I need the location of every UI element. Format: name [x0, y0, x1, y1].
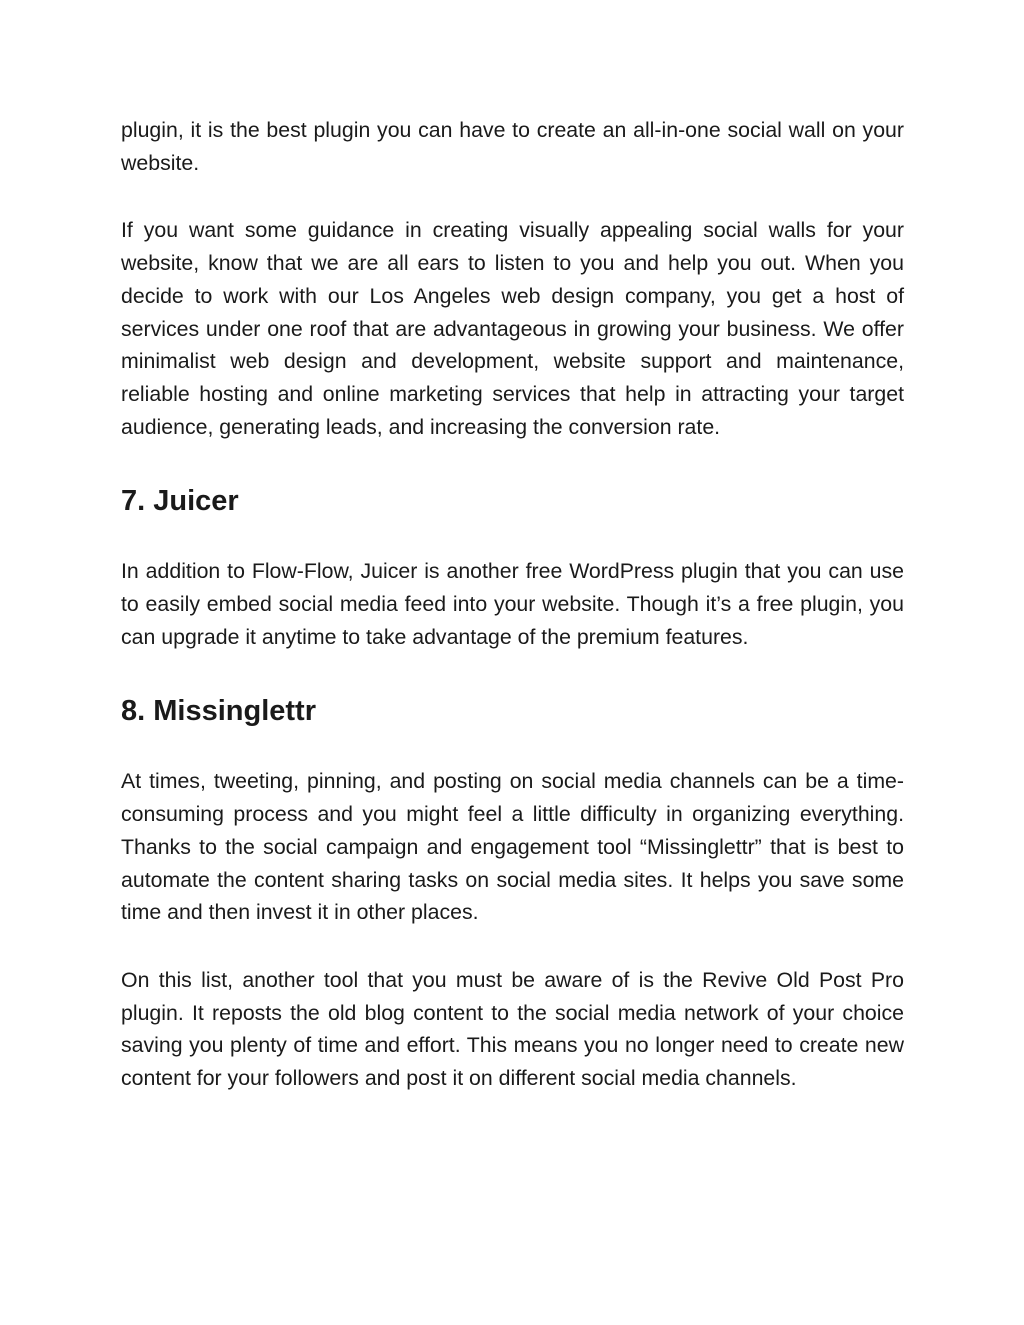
paragraph-juicer: In addition to Flow-Flow, Juicer is another free WordPress plugin that you can use to easily embed social media feed into your website. Though it’s a free plugin, you can upgrade it anytime to take advantage of the premium features. [121, 559, 904, 649]
heading-missinglettr: 8. Missinglettr [121, 695, 316, 728]
paragraph-revive-old-post: On this list, another tool that you must be aware of is the Revive Old Post Pro plugin. It reposts the old blog content to the social media network of your choice saving you plenty of time and effort. This means you no longer need to create new content for your followers and post it on different social media channels. [121, 967, 904, 1091]
paragraph-missinglettr: At times, tweeting, pinning, and posting on social media channels can be a time-consuming process and you might feel a little difficulty in organizing everything. Thanks to the social campaign and engagement tool “Missinglettr” that is best to automate the content sharing tasks on social media sites. It helps you save some time and then invest it in other places. [121, 769, 904, 925]
heading-juicer: 7. Juicer [121, 485, 239, 518]
document-page [121, 114, 904, 1095]
paragraph-guidance: If you want some guidance in creating visually appealing social walls for your website, know that we are all ears to listen to you and help you out. When you decide to work with our Los Angeles web design company, you get a host of services under one roof that are advantageous in growing your business. We offer minimalist web design and development, website support and maintenance, reliable hosting and online marketing services that help in attracting your target audience, generating leads, and increasing the conversion rate. [121, 218, 904, 439]
paragraph-intro: plugin, it is the best plugin you can have to create an all-in-one social wall on your website. [121, 118, 904, 175]
